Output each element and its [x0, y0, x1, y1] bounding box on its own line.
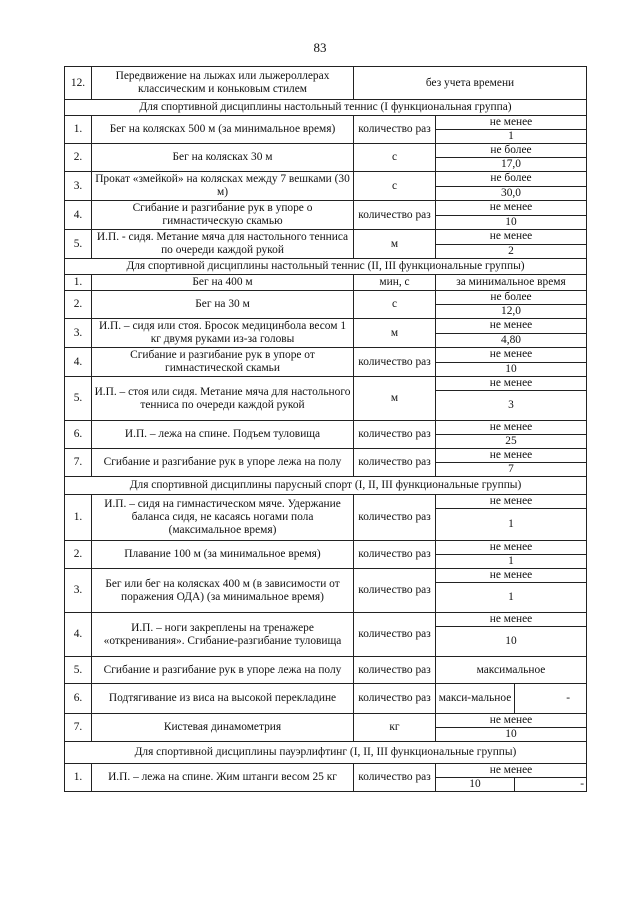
row-number: 5. — [65, 657, 92, 684]
unit: м — [354, 319, 436, 348]
table-row — [65, 541, 587, 555]
exercise-name: Бег на 400 м — [92, 275, 354, 291]
table-row — [65, 319, 587, 334]
unit: количество раз — [354, 569, 436, 613]
section-title: Для спортивной дисциплины пауэрлифтинг (I, II, III функциональные группы) — [65, 742, 587, 764]
standards-table — [64, 66, 587, 792]
requirement-type: не более — [436, 172, 587, 187]
row-number: 5. — [65, 377, 92, 421]
section-header — [65, 477, 587, 495]
row-number: 3. — [65, 569, 92, 613]
requirement-value: 1 — [436, 130, 587, 144]
requirement-type: не менее — [436, 377, 587, 391]
row-number: 2. — [65, 541, 92, 569]
exercise-name: Бег или бег на колясках 400 м (в зависимости от поражения ОДА) (за минимальное время) — [92, 569, 354, 613]
requirement-value: 30,0 — [436, 186, 587, 201]
table-row — [65, 172, 587, 187]
unit: м — [354, 377, 436, 421]
exercise-name: И.П. – лежа на спине. Жим штанги весом 25 кг — [92, 764, 354, 792]
dash-cell: - — [515, 684, 587, 714]
row-number: 2. — [65, 144, 92, 172]
table-row — [65, 613, 587, 627]
exercise-name: И.П. - сидя. Метание мяча для настольного тенниса по очереди каждой рукой — [92, 230, 354, 259]
section-title: Для спортивной дисциплины настольный теннис (II, III функциональные группы) — [65, 259, 587, 275]
requirement-type: не менее — [436, 319, 587, 334]
table-row — [65, 291, 587, 305]
unit: с — [354, 144, 436, 172]
exercise-name: Бег на колясках 30 м — [92, 144, 354, 172]
unit: количество раз — [354, 684, 436, 714]
requirement-value: 17,0 — [436, 158, 587, 172]
requirement-type: не менее — [436, 421, 587, 435]
requirement-type: не менее — [436, 116, 587, 130]
exercise-name: И.П. – ноги закреплены на тренажере «откренивания». Сгибание-разгибание туловища — [92, 613, 354, 657]
requirement-type: не более — [436, 291, 587, 305]
row-number: 7. — [65, 449, 92, 477]
unit: количество раз — [354, 348, 436, 377]
exercise-name: Передвижение на лыжах или лыжероллерах классическим и коньковым стилем — [92, 67, 354, 100]
section-title: Для спортивной дисциплины настольный теннис (I функциональная группа) — [65, 100, 587, 116]
row-number: 3. — [65, 319, 92, 348]
exercise-name: Бег на колясках 500 м (за минимальное время) — [92, 116, 354, 144]
table-row — [65, 144, 587, 158]
exercise-name: Сгибание и разгибание рук в упоре лежа на полу — [92, 449, 354, 477]
table-row — [65, 764, 587, 778]
requirement-value: за минимальное время — [436, 275, 587, 291]
exercise-name: Сгибание и разгибание рук в упоре от гимнастической скамьи — [92, 348, 354, 377]
requirement-value: максимальное — [436, 657, 587, 684]
requirement-value: 10 — [436, 627, 587, 657]
requirement-type: не менее — [436, 569, 587, 583]
table-row — [65, 348, 587, 363]
requirement-type: не менее — [436, 541, 587, 555]
exercise-name: И.П. – сидя или стоя. Бросок медицинбола весом 1 кг двумя руками из-за головы — [92, 319, 354, 348]
row-number: 3. — [65, 172, 92, 201]
row-number: 1. — [65, 275, 92, 291]
table-row — [65, 569, 587, 583]
requirement-type: не менее — [436, 348, 587, 363]
exercise-name: И.П. – сидя на гимнастическом мяче. Удержание баланса сидя, не касаясь ногами пола (максимальное время) — [92, 495, 354, 541]
table-row — [65, 201, 587, 216]
unit: кг — [354, 714, 436, 742]
unit: количество раз — [354, 657, 436, 684]
unit: с — [354, 291, 436, 319]
row-number: 4. — [65, 613, 92, 657]
requirement-value: 10 — [436, 362, 587, 377]
dash-cell: - — [515, 778, 587, 792]
requirement-type: не менее — [436, 495, 587, 509]
unit: количество раз — [354, 495, 436, 541]
unit: количество раз — [354, 421, 436, 449]
requirement-type: не менее — [436, 230, 587, 245]
unit: количество раз — [354, 201, 436, 230]
table-row — [65, 230, 587, 245]
table-row — [65, 116, 587, 130]
section-header — [65, 742, 587, 764]
exercise-name: И.П. – стоя или сидя. Метание мяча для настольного тенниса по очереди каждой рукой — [92, 377, 354, 421]
row-number: 4. — [65, 201, 92, 230]
row-number: 6. — [65, 684, 92, 714]
table-row — [65, 421, 587, 435]
requirement-type: не менее — [436, 613, 587, 627]
exercise-name: Кистевая динамометрия — [92, 714, 354, 742]
requirement-value: 2 — [436, 244, 587, 259]
unit: количество раз — [354, 541, 436, 569]
unit: количество раз — [354, 764, 436, 792]
requirement-type: не более — [436, 144, 587, 158]
unit: количество раз — [354, 449, 436, 477]
requirement-value: 7 — [436, 463, 587, 477]
exercise-name: Бег на 30 м — [92, 291, 354, 319]
row-number: 1. — [65, 764, 92, 792]
requirement-type: не менее — [436, 764, 587, 778]
requirement-type: не менее — [436, 201, 587, 216]
page-number: 83 — [313, 40, 327, 55]
table-row — [65, 275, 587, 291]
table-row — [65, 449, 587, 463]
unit: количество раз — [354, 116, 436, 144]
requirement-value: 3 — [436, 391, 587, 421]
requirement-type: не менее — [436, 714, 587, 728]
exercise-name: И.П. – лежа на спине. Подъем туловища — [92, 421, 354, 449]
section-title: Для спортивной дисциплины парусный спорт (I, II, III функциональные группы) — [65, 477, 587, 495]
table-row — [65, 684, 587, 714]
unit: количество раз — [354, 613, 436, 657]
table-row — [65, 495, 587, 509]
row-number: 12. — [65, 67, 92, 100]
exercise-name: Плавание 100 м (за минимальное время) — [92, 541, 354, 569]
row-number: 1. — [65, 495, 92, 541]
requirement-value: без учета времени — [354, 67, 587, 100]
row-number: 7. — [65, 714, 92, 742]
row-number: 6. — [65, 421, 92, 449]
requirement-value: 1 — [436, 509, 587, 541]
requirement-value: 1 — [436, 555, 587, 569]
requirement-type: не менее — [436, 449, 587, 463]
section-header — [65, 100, 587, 116]
requirement-value: 1 — [436, 583, 587, 613]
requirement-value: 10 — [436, 215, 587, 230]
unit: м — [354, 230, 436, 259]
row-number: 5. — [65, 230, 92, 259]
unit: мин, с — [354, 275, 436, 291]
row-number: 4. — [65, 348, 92, 377]
requirement-value: 12,0 — [436, 305, 587, 319]
row-number: 1. — [65, 116, 92, 144]
section-header — [65, 259, 587, 275]
row-number: 2. — [65, 291, 92, 319]
table-row — [65, 377, 587, 391]
requirement-value: 25 — [436, 435, 587, 449]
table-row — [65, 714, 587, 728]
requirement-value: 4,80 — [436, 333, 587, 348]
table-row — [65, 67, 587, 100]
exercise-name: Сгибание и разгибание рук в упоре лежа на полу — [92, 657, 354, 684]
exercise-name: Сгибание и разгибание рук в упоре о гимнастическую скамью — [92, 201, 354, 230]
requirement-value: 10 — [436, 778, 515, 792]
requirement-value: макси-мальное — [436, 684, 515, 714]
unit: с — [354, 172, 436, 201]
exercise-name: Подтягивание из виса на высокой перекладине — [92, 684, 354, 714]
exercise-name: Прокат «змейкой» на колясках между 7 вешками (30 м) — [92, 172, 354, 201]
table-row — [65, 657, 587, 684]
requirement-value: 10 — [436, 728, 587, 742]
